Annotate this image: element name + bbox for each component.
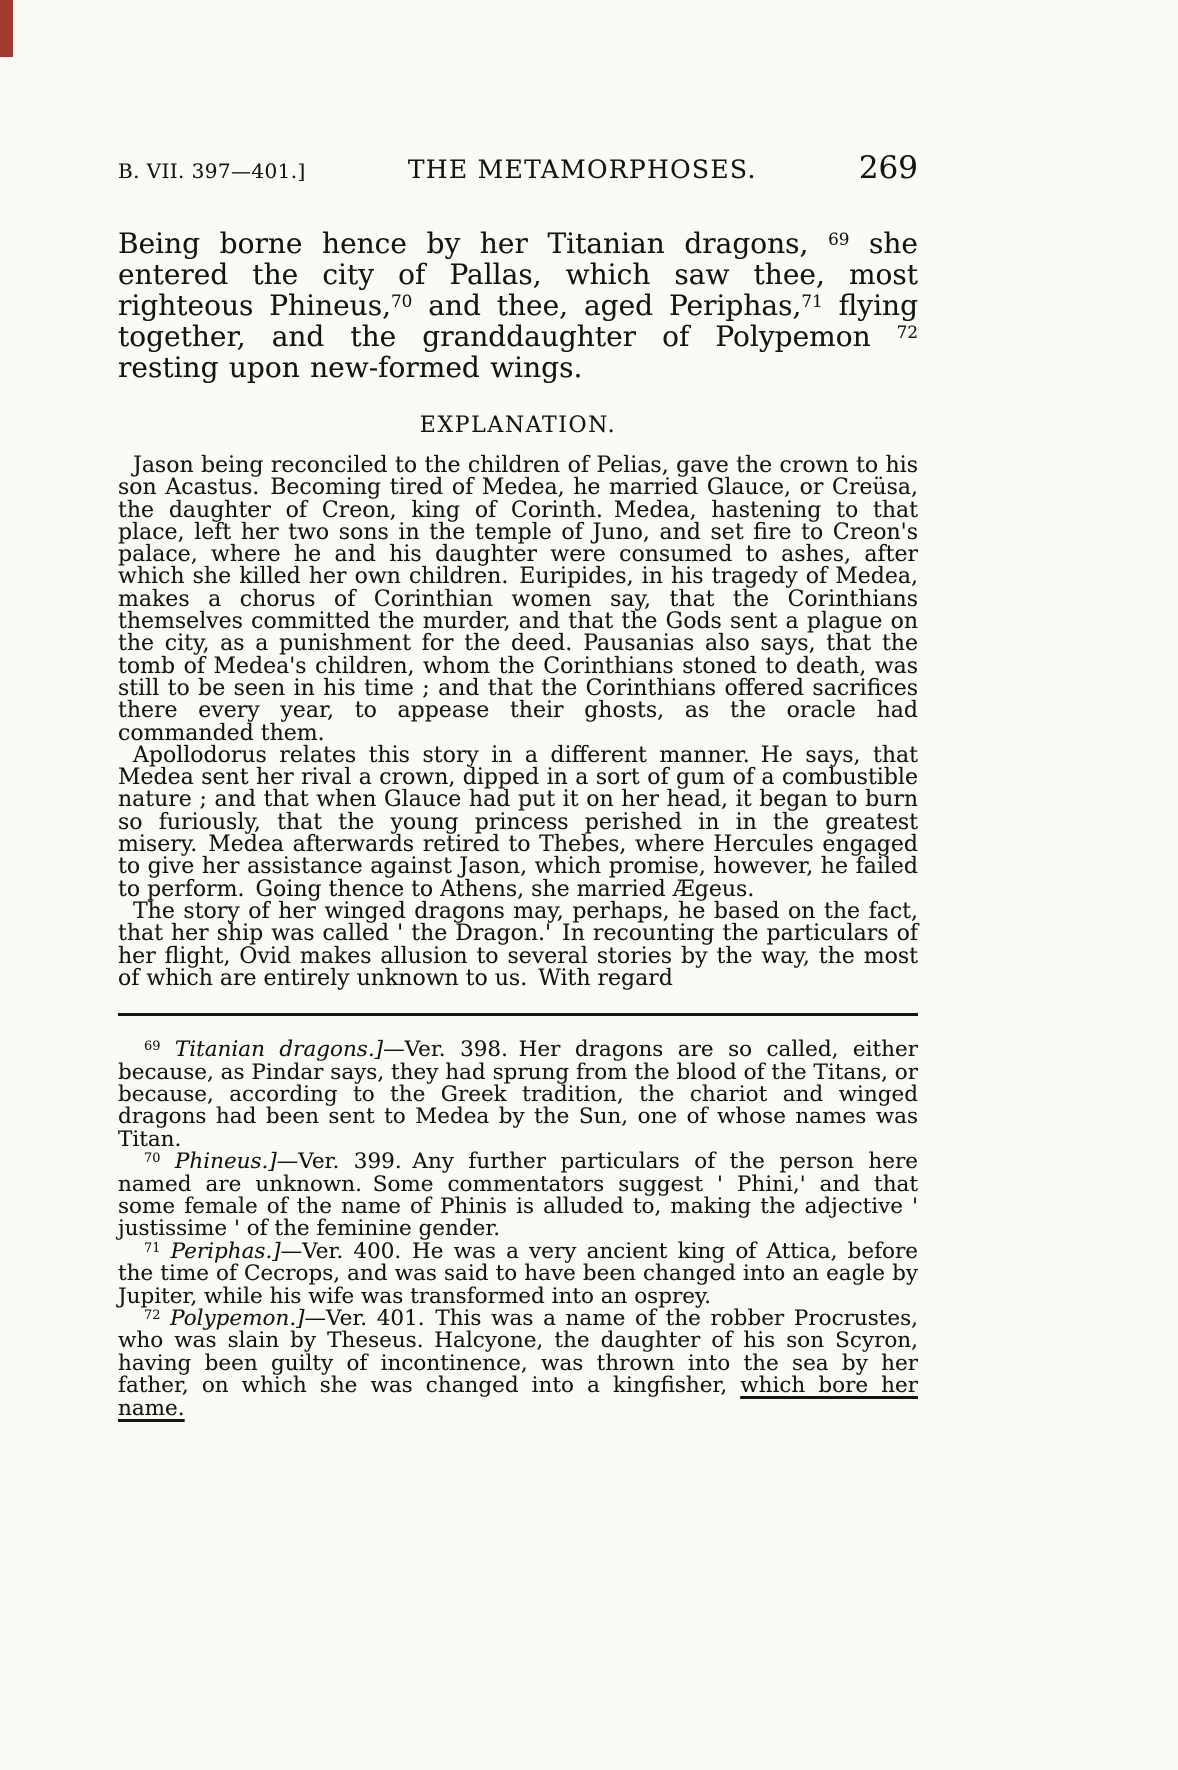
scan-artifact-corner-mark bbox=[0, 0, 13, 57]
explanation-section bbox=[118, 455, 918, 990]
book-title: THE METAMORPHOSES. bbox=[407, 155, 757, 184]
explanation-paragraph-3: The story of her winged dragons may, perhaps, he based on the fact, that her ship was called ' the Dragon.' In recounting the particulars of her flight, Ovid makes allusion to several stories by the way, the most of which are entirely unknown to us. With regard bbox=[118, 898, 918, 991]
page-content bbox=[118, 150, 918, 1420]
footnotes-section bbox=[118, 1039, 918, 1420]
verse-paragraph: Being borne hence by her Titanian dragons, $^{69}$ she entered the city of Pallas, which saw thee, most righteous Phineus,$^{70}$ and thee, aged Periphas,$^{71}$ flying together, and the granddaughter of Polypemon $^{72}$ resting upon new-formed wings. bbox=[118, 227, 918, 384]
footnote-69: $^{69}$ Titanian dragons.]—Ver. 398. Her dragons are so called, either because, as Pindar says, they had sprung from the blood of the Titans, or because, according to the Greek tradition, the chariot and winged dragons had been sent to Medea by the Sun, one of whose names was Titan. bbox=[118, 1037, 918, 1152]
footnote-72: $^{72}$ Polypemon.]—Ver. 401. This was a name of the robber Procrustes, who was slain by Theseus. Halcyone, the daughter of his son Scyron, having been guilty of incontinence, was thrown into the sea by her father, on which she was changed into a kingfisher, which bore her name. bbox=[118, 1306, 919, 1421]
section-reference: B. VII. 397—401.] bbox=[118, 159, 306, 183]
footnote-71: $^{71}$ Periphas.]—Ver. 400. He was a very ancient king of Attica, before the time of Cecrops, and was said to have been changed into an eagle by Jupiter, while his wife was transformed into an osprey. bbox=[118, 1238, 918, 1309]
explanation-paragraph-1: Jason being reconciled to the children of Pelias, gave the crown to his son Acastus. Becoming tired of Medea, he married Glauce, or Creüsa, the daughter of Creon, king of Corinth. Medea, hastening to that place, left her two sons in the temple of Juno, and set fire to Creon's palace, where he and his daughter were consumed to ashes, after which she killed her own children. Euripides, in his tragedy of Medea, makes a chorus of Corinthian women say, that the Corinthians themselves committed the murder, and that the Gods sent a plague on the city, as a punishment for the deed. Pausanias also says, that the tomb of Medea's children, whom the Corinthians stoned to death, was still to be seen in his time ; and that the Corinthians offered sacrifices there every year, to appease their ghosts, as the oracle had commanded them. bbox=[118, 453, 918, 746]
footnote-70: $^{70}$ Phineus.]—Ver. 399. Any further particulars of the person here named are unknown. Some commentators suggest ' Phini,' and that some female of the name of Phinis is alluded to, making the adjective ' justissime ' of the feminine gender. bbox=[118, 1149, 918, 1242]
page-number: 269 bbox=[858, 150, 918, 186]
running-header bbox=[118, 150, 918, 186]
explanation-heading: EXPLANATION. bbox=[419, 413, 617, 438]
explanation-paragraph-2: Apollodorus relates this story in a different manner. He says, that Medea sent her rival a crown, dipped in a sort of gum of a combustible nature ; and that when Glauce had put it on her head, it began to burn so furiously, that the young princess perished in in the greatest misery. Medea afterwards retired to Thebes, where Hercules engaged to give her assistance against Jason, which promise, however, he failed to perform. Going thence to Athens, she married Ægeus. bbox=[118, 742, 918, 902]
footnote-separator-rule bbox=[118, 1013, 918, 1016]
